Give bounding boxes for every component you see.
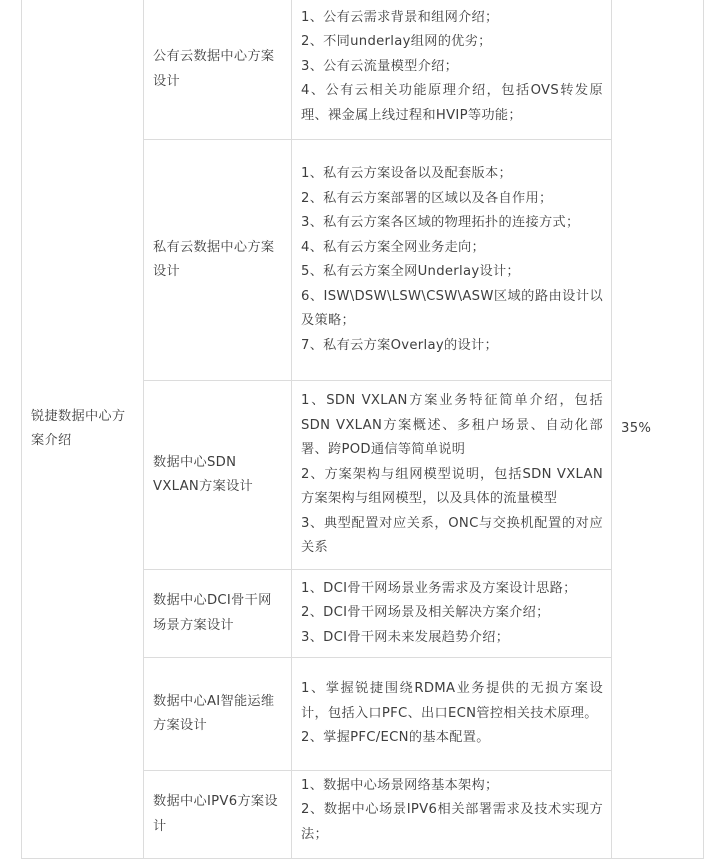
content-item: 6、ISW\DSW\LSW\CSW\ASW区域的路由设计以及策略； [301,288,603,328]
content-item: 1、私有云方案设备以及配套版本； [301,166,513,181]
content-item: 2、DCI骨干网场景及相关解决方案介绍； [301,605,550,621]
topic-name: 数据中心SDN VXLAN方案设计 [153,454,254,494]
content-cell [292,140,612,381]
topic-cell [144,381,292,570]
topic-cell [144,771,292,859]
content-item: 1、公有云需求背景和组网介绍； [301,9,499,25]
topic-name: 公有云数据中心方案设计 [153,49,275,89]
topic-name: 数据中心DCI骨干网场景方案设计 [153,593,272,633]
module-name: 锐捷数据中心方案介绍 [31,408,126,448]
weight-cell [612,0,704,859]
content-item: 2、数据中心场景IPV6相关部署需求及技术实现方法； [301,802,603,842]
topic-name: 私有云数据中心方案设计 [153,239,275,279]
content-item: 2、不同underlay组网的优劣； [301,34,492,50]
content-item: 3、私有云方案各区域的物理拓扑的连接方式； [301,215,580,230]
content-item: 2、私有云方案部署的区域以及各自作用； [301,190,553,206]
content-cell [292,0,612,140]
content-item: 2、方案架构与组网模型说明，包括SDN VXLAN方案架构与组网模型，以及具体的流量模型 [301,466,603,507]
content-item: 1、数据中心场景网络基本架构； [301,777,499,793]
content-item: 4、私有云方案全网业务走向； [301,239,486,255]
content-item: 3、公有云流量模型介绍； [301,58,459,74]
topic-cell [144,0,292,140]
content-item: 5、私有云方案全网Underlay设计； [301,264,520,279]
weight-value: 35% [621,420,652,436]
content-item: 7、私有云方案Overlay的设计； [301,337,498,353]
table-row [22,0,704,140]
course-outline-table [21,0,704,859]
topic-cell [144,658,292,771]
content-item: 4、公有云相关功能原理介绍，包括OVS转发原理、裸金属上线过程和HVIP等功能； [301,83,603,123]
content-item: 3、典型配置对应关系，ONC与交换机配置的对应关系 [301,515,603,556]
content-item: 1、DCI骨干网场景业务需求及方案设计思路； [301,580,577,596]
content-item: 3、DCI骨干网未来发展趋势介绍； [301,629,510,645]
content-item: 2、掌握PFC/ECN的基本配置。 [301,730,490,746]
topic-name: 数据中心AI智能运维方案设计 [153,693,275,733]
content-cell [292,658,612,771]
topic-cell [144,570,292,658]
content-item: 1、掌握锐捷围绕RDMA业务提供的无损方案设计，包括入口PFC、出口ECN管控相关技术原理。 [301,681,603,721]
content-cell [292,771,612,859]
content-item: 1、SDN VXLAN方案业务特征简单介绍，包括SDN VXLAN方案概述、多租户场景、自动化部署、跨POD通信等简单说明 [301,393,603,458]
content-cell [292,570,612,658]
content-cell [292,381,612,570]
topic-name: 数据中心IPV6方案设计 [153,794,278,834]
module-name-cell [22,0,144,859]
topic-cell [144,140,292,381]
